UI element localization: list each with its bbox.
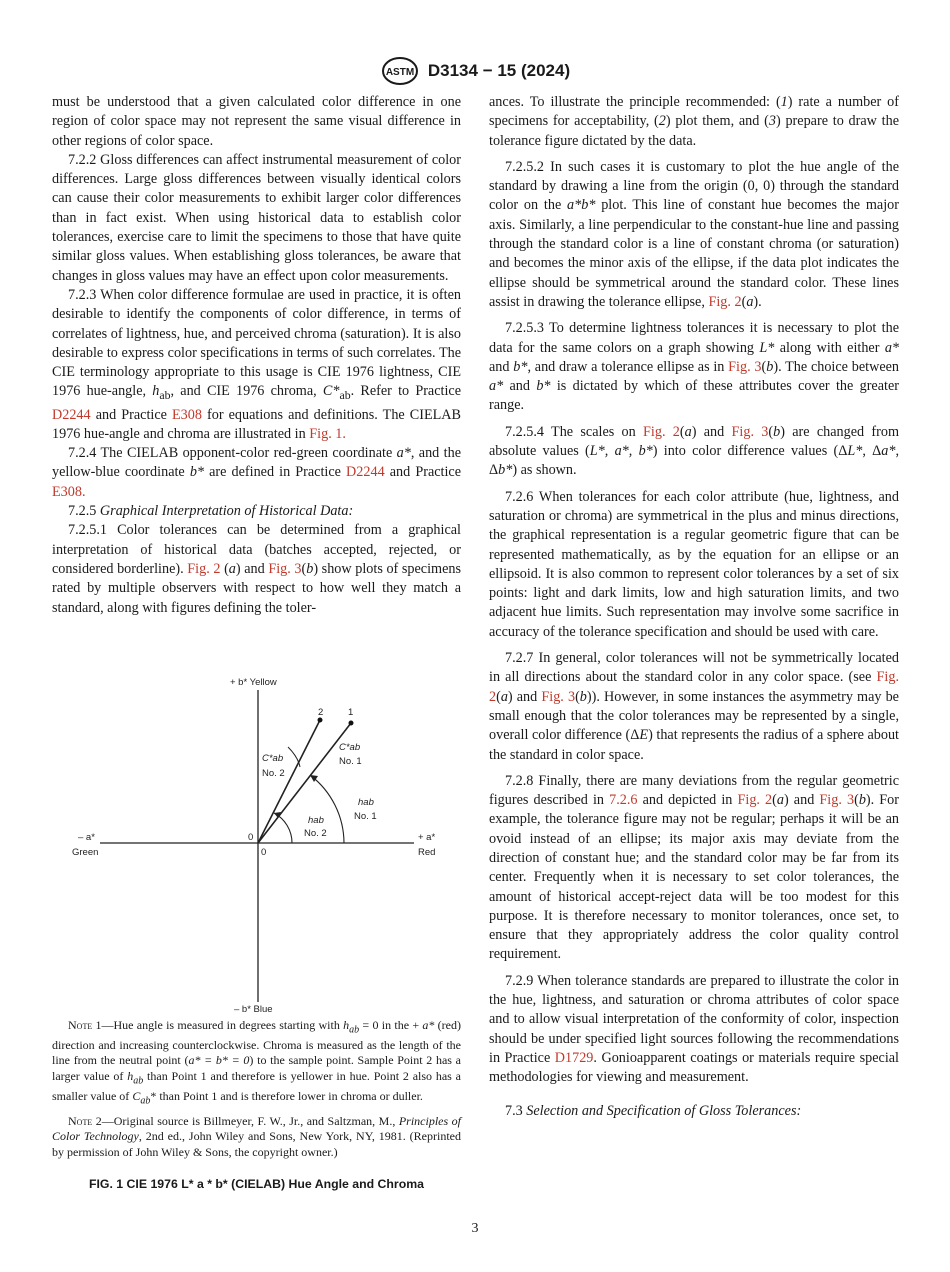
label-plus-b-yellow: + b* Yellow	[230, 677, 277, 688]
paragraph-7-2-3: 7.2.3 When color difference formulae are used in practice, it is often desirable to identify the components of color difference, in terms of correlates of lightness, hue, and perceived chroma (saturation). It is also desirable to express color specifications in terms of such correlates. The CIE terminology appropriate to this usage is CIE 1976 lightness, CIE 1976 hue-angle, $h_{ab}$, and CIE 1976 chroma, $C*_{ab}$. Refer to Practice D2244 and Practice E308 for equations and definitions. The CIELAB 1976 hue-angle and chroma are illustrated in Fig. 1.	[52, 286, 462, 442]
label-green: Green	[72, 847, 99, 858]
link-d1729[interactable]: D1729	[554, 1049, 594, 1066]
link-e308[interactable]: E308	[172, 406, 202, 423]
note-2: Note 2—Original source is Billmeyer, F. W., Jr., and Saltzman, M., Principles of Color Technology, 2nd ed., John Wiley and Sons, New York, NY, 1981. (Reprinted by permission of John Wiley & Sons, the copyright owner.)	[52, 1113, 461, 1159]
paragraph-7-2-5-4: 7.2.5.4 The scales on Fig. 2(a) and Fig. 3(b) are changed from absolute values (L*, a*, b*) into color difference values (ΔL*, Δa*, Δb*) as shown.	[489, 423, 900, 479]
label-plus-a: + a*	[418, 832, 436, 843]
figure-1-cielab-diagram	[52, 672, 461, 1017]
link-fig2[interactable]: Fig. 2	[643, 423, 680, 440]
paragraph-7-2-5-2: 7.2.5.2 In such cases it is customary to plot the hue angle of the standard by drawing a line from the origin (0, 0) through the standard color on the a*b* plot. This line of constant hue becomes the major axis. Similarly, a line perpendicular to the constant-hue line and passing through the standard color is a line of constant chroma (or saturation) and becomes the minor axis of the ellipse, if the data plot indicates the ellipse should be symmetrical around the standard color. These lines assist in drawing the tolerance ellipse, Fig. 2(a).	[489, 158, 899, 310]
label-hue-symbol-no2: hab	[308, 815, 324, 826]
paragraph-7-2-5-1: 7.2.5.1 Color tolerances can be determined from a graphical interpretation of historical data (batches accepted, rejected, or considered borderline). Fig. 2 (a) and Fig. 3(b) show plots of specimens rated by multiple observers with respect to how well they match a standard, along with figures defining the toler-	[52, 522, 461, 616]
document-designation: D3134 − 15 (2024)	[427, 61, 571, 80]
paragraph-7-2-7: 7.2.7 In general, color tolerances will not be symmetrically located in all directions about the standard color in any color space. (see Fig. 2(a) and Fig. 3(b)). However, in some instances the asymmetry may be small enough that the color tolerances may be represented by a single, overall color difference (ΔE) that represents the radius of a sphere about the standard in color space.	[489, 650, 899, 763]
paragraph: ances. To illustrate the principle recommended: (1) rate a number of specimens for acceptability, (2) plot them, and (3) prepare to draw the tolerance figure dictated by the data.	[489, 94, 900, 149]
sample-point-1	[349, 721, 354, 726]
label-hue-symbol-no1: hab	[358, 797, 374, 808]
paragraph-7-2-4: 7.2.4 The CIELAB opponent-color red-green coordinate a*, and the yellow-blue coordinate b* are defined in Practice D2244 and Practice E308.	[52, 445, 462, 500]
label-hue-no1: No. 1	[354, 811, 377, 822]
link-fig1[interactable]: Fig. 1.	[309, 425, 346, 442]
link-fig2[interactable]: Fig. 2	[737, 792, 773, 809]
link-fig3[interactable]: Fig. 3	[731, 423, 769, 440]
paragraph-7-2-5: 7.2.5 Graphical Interpretation of Historical Data:	[68, 503, 354, 520]
label-chroma-no2: No. 2	[262, 768, 285, 779]
link-fig2[interactable]: Fig. 2	[708, 293, 742, 310]
page-header	[0, 56, 950, 86]
label-red: Red	[418, 847, 436, 858]
right-column	[489, 93, 899, 1121]
paragraph-7-2-2: 7.2.2 Gloss differences can affect instrumental measurement of color differences. Large gloss differences between visually identical colors can cause their color measurements to exhibit larger color differences than in fact exist. When using historical data to establish color tolerances, exercise care to limit the specimens to those that have quite similar gloss values. When establishing gloss tolerances, be aware that changes in gloss values may have an effect upon color measurements.	[52, 151, 461, 284]
note-1: Note 1—Hue angle is measured in degrees starting with $h_{ab} = 0$ in the + a* (red) direction and increasing counterclockwise. Chroma is measured as the length of the line from the neutral point (a* = b* = 0) to the sample point. Sample Point 2 has a larger value of $h_{ab}$ than Point 1 and therefore is yellower in hue. Point 2 also has a smaller value of $C_{ab}*$ than Point 1 and is therefore lower in chroma or duller.	[52, 1018, 461, 1107]
figure-caption: FIG. 1 CIE 1976 L* a * b* (CIELAB) Hue Angle and Chroma	[88, 1177, 425, 1191]
paragraph-7-2-8: 7.2.8 Finally, there are many deviations from the regular geometric figures described in 7.2.6 and depicted in Fig. 2(a) and Fig. 3(b). For example, the tolerance figure may not be regular; perhaps it will be an ovoid instead of an ellipse; its major axis may deviate from the direction of constant hue; and the standard color may be far from its center. Frequently when it is necessary to set color tolerances, the amount of historical accept-reject data will be too modest for this purpose. It is therefore necessary to monitor tolerances, once set, to ensure that they appropriately address the color quality control requirement.	[489, 772, 899, 963]
label-chroma-symbol-no2: C*ab	[262, 753, 284, 764]
link-fig3[interactable]: Fig. 3	[728, 358, 762, 375]
label-hue-no2: No. 2	[304, 828, 327, 839]
label-origin-upper: 0	[248, 832, 254, 843]
hue-arc-no2	[274, 813, 292, 843]
link-d2244[interactable]: D2244	[346, 464, 385, 481]
link-fig2[interactable]: Fig. 2	[489, 669, 899, 705]
sample-point-2	[318, 718, 323, 723]
link-fig3[interactable]: Fig. 3	[541, 688, 576, 705]
link-fig3[interactable]: Fig. 3	[268, 560, 302, 577]
figure-notes	[52, 1018, 461, 1165]
link-fig3[interactable]: Fig. 3	[819, 792, 855, 809]
paragraph-7-2-6: 7.2.6 When tolerances for each color attribute (hue, lightness, and saturation or chroma) are symmetrical in the plus and minus directions, the graphical representation is a regular geometric figure that can be represented mathematically, as by the equation for an ellipse or an ellipsoid. It is also common to represent color tolerances by a set of six points: light and dark limits, low and high saturation limits, and two adjacent hue limits. Such representation may involve some sacrifice in accuracy of the tolerance specification and should be used with care.	[489, 488, 899, 640]
chroma-line-point-1	[258, 723, 351, 843]
svg-text:ASTM: ASTM	[385, 67, 415, 78]
link-e308[interactable]: E308.	[52, 483, 86, 500]
paragraph: must be understood that a given calculated color difference in one region of color space may not represent the same visual difference in other regions of color space.	[52, 94, 461, 149]
label-origin-lower: 0	[261, 847, 267, 858]
astm-logo-icon	[380, 56, 420, 86]
label-point-2: 2	[318, 707, 324, 718]
label-point-1: 1	[348, 707, 354, 718]
label-chroma-no1: No. 1	[339, 756, 362, 767]
label-minus-a: – a*	[78, 832, 95, 843]
label-chroma-symbol-no1: C*ab	[339, 742, 361, 753]
link-d2244[interactable]: D2244	[52, 406, 91, 423]
link-section-7-2-6[interactable]: 7.2.6	[609, 792, 638, 809]
left-column	[52, 93, 461, 618]
link-fig2[interactable]: Fig. 2	[187, 560, 221, 577]
label-minus-b-blue: – b* Blue	[234, 1004, 273, 1015]
page-number: 3	[471, 1221, 479, 1236]
paragraph-7-3: 7.3 Selection and Specification of Gloss Tolerances:	[505, 1102, 802, 1119]
paragraph-7-2-5-3: 7.2.5.3 To determine lightness tolerances it is necessary to plot the data for the same colors on a graph showing L* along with either a* and b*, and draw a tolerance ellipse as in Fig. 3(b). The choice between a* and b* is dictated by which of these attributes cover the greater range.	[489, 320, 900, 414]
paragraph-7-2-9: 7.2.9 When tolerance standards are prepared to illustrate the color in the hue, lightness, and saturation or chroma attributes of color space and to allow visual interpretation of the conformity of color, inspection should be under specified light sources following the recommendations in Practice D1729. Gonioapparent coatings or materials require special methodologies for viewing and measurement.	[489, 972, 899, 1086]
